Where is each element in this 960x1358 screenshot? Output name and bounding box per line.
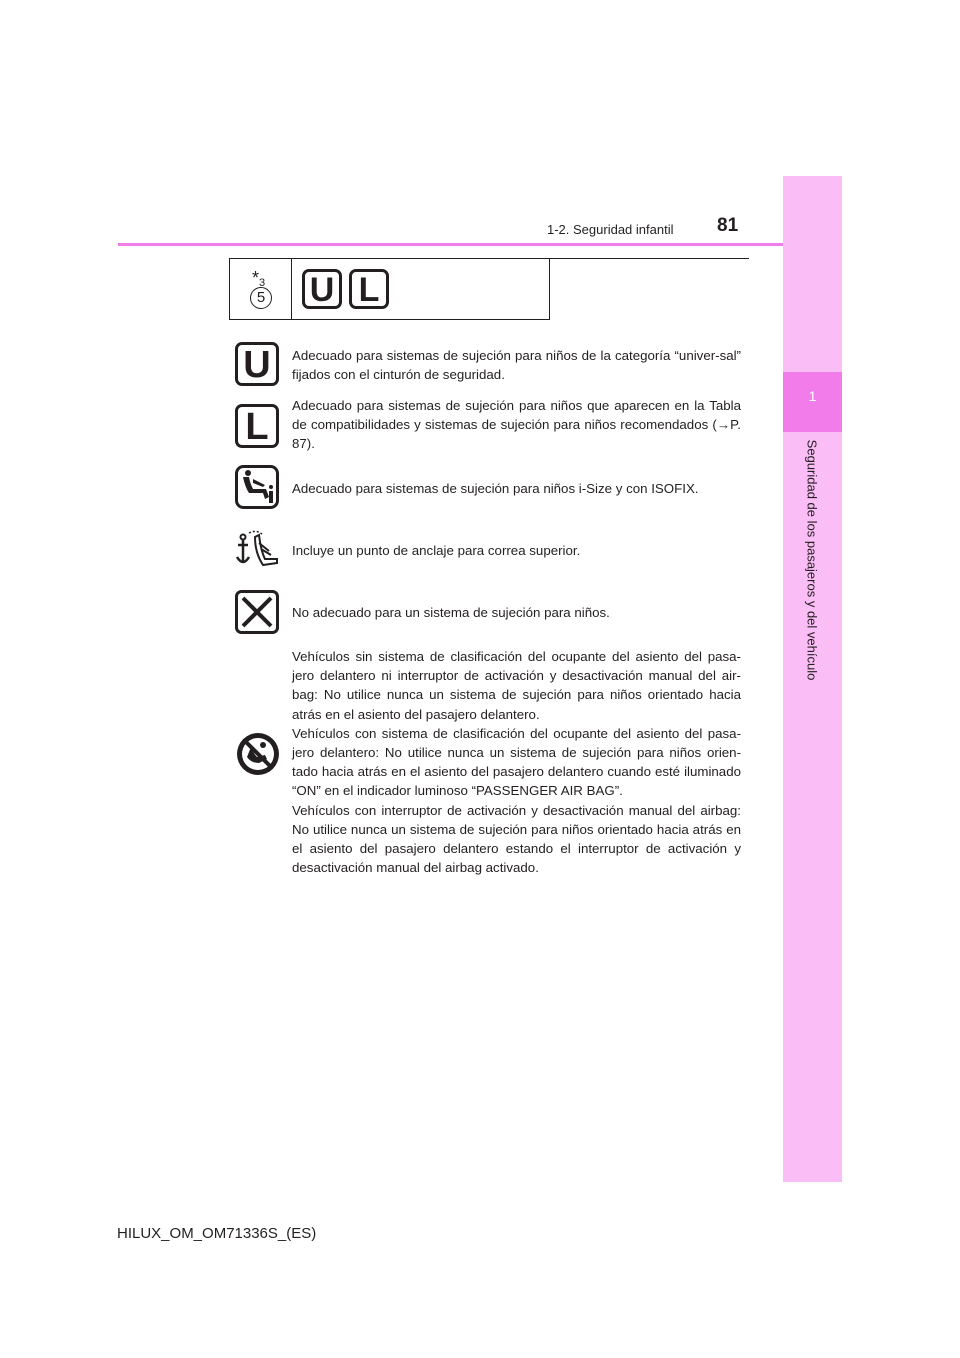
listed-icon: L xyxy=(235,404,279,448)
x-mark-icon xyxy=(235,590,279,634)
airbag-warning-paragraph: Vehículos con interruptor de activación y desactivación manual del airbag: No utilice nunca un sistema de sujeción para niños orientado hacia atrás en el asiento del pasajero delantero estando el interruptor de activación y desactivación manual del airbag activado. xyxy=(292,802,741,876)
section-title: 1-2. Seguridad infantil xyxy=(547,222,674,237)
compatibility-cell xyxy=(291,259,550,320)
footnote-number: 3 xyxy=(259,277,266,289)
legend-text-universal: Adecuado para sistemas de sujeción para niños de la categoría “univer-sal” fijados con el cinturón de seguridad. xyxy=(292,348,741,383)
legend-text-top-tether: Incluye un punto de anclaje para correa superior. xyxy=(292,543,581,558)
airbag-warning-paragraph: Vehículos sin sistema de clasificación del ocupante del asiento del pasa-jero delantero ni interruptor de activación y desactivación manual del air-bag: No utilice nunca un sistema de sujeción para niños orientado hacia atrás en el asiento del pasajero delantero. xyxy=(292,649,741,722)
legend-text-not-suitable: No adecuado para un sistema de sujeción para niños. xyxy=(292,605,610,620)
legend-text-isofix: Adecuado para sistemas de sujeción para niños i-Size y con ISOFIX. xyxy=(292,481,699,496)
page-number: 81 xyxy=(717,215,739,236)
airbag-warning-paragraph: Vehículos con sistema de clasificación del ocupante del asiento del pasa-jero delantero: No utilice nunca un sistema de sujeción para niños orien-tado hacia atrás en el asiento del pasajero delantero cuando esté iluminado “ON” en el indicador luminoso “PASSENGER AIR BAG”. xyxy=(292,725,741,799)
chapter-title: Seguridad de los pasajeros y del vehículo xyxy=(804,439,820,681)
seat-compatibility-table-row xyxy=(229,258,749,320)
isofix-seat-icon xyxy=(235,465,279,509)
document-code: HILUX_OM_OM71336S_(ES) xyxy=(117,1225,317,1242)
universal-icon: U xyxy=(235,342,279,386)
legend-text-listed: Adecuado para sistemas de sujeción para niños que aparecen en la Tabla de compatibilidades y sistemas de sujeción para niños recomendados (→P. 87). xyxy=(292,398,741,452)
header-rule xyxy=(118,243,783,246)
no-rear-facing-seat-icon xyxy=(235,731,279,775)
legend-text-airbag-warning xyxy=(292,647,741,877)
listed-badge: L xyxy=(349,269,389,309)
chapter-number: 1 xyxy=(808,388,817,404)
top-tether-anchor-icon xyxy=(235,527,279,571)
universal-badge: U xyxy=(302,269,342,309)
footnote-star: * xyxy=(252,268,260,288)
seat-position-number: 5 xyxy=(250,287,272,309)
seat-position-cell xyxy=(229,259,292,320)
